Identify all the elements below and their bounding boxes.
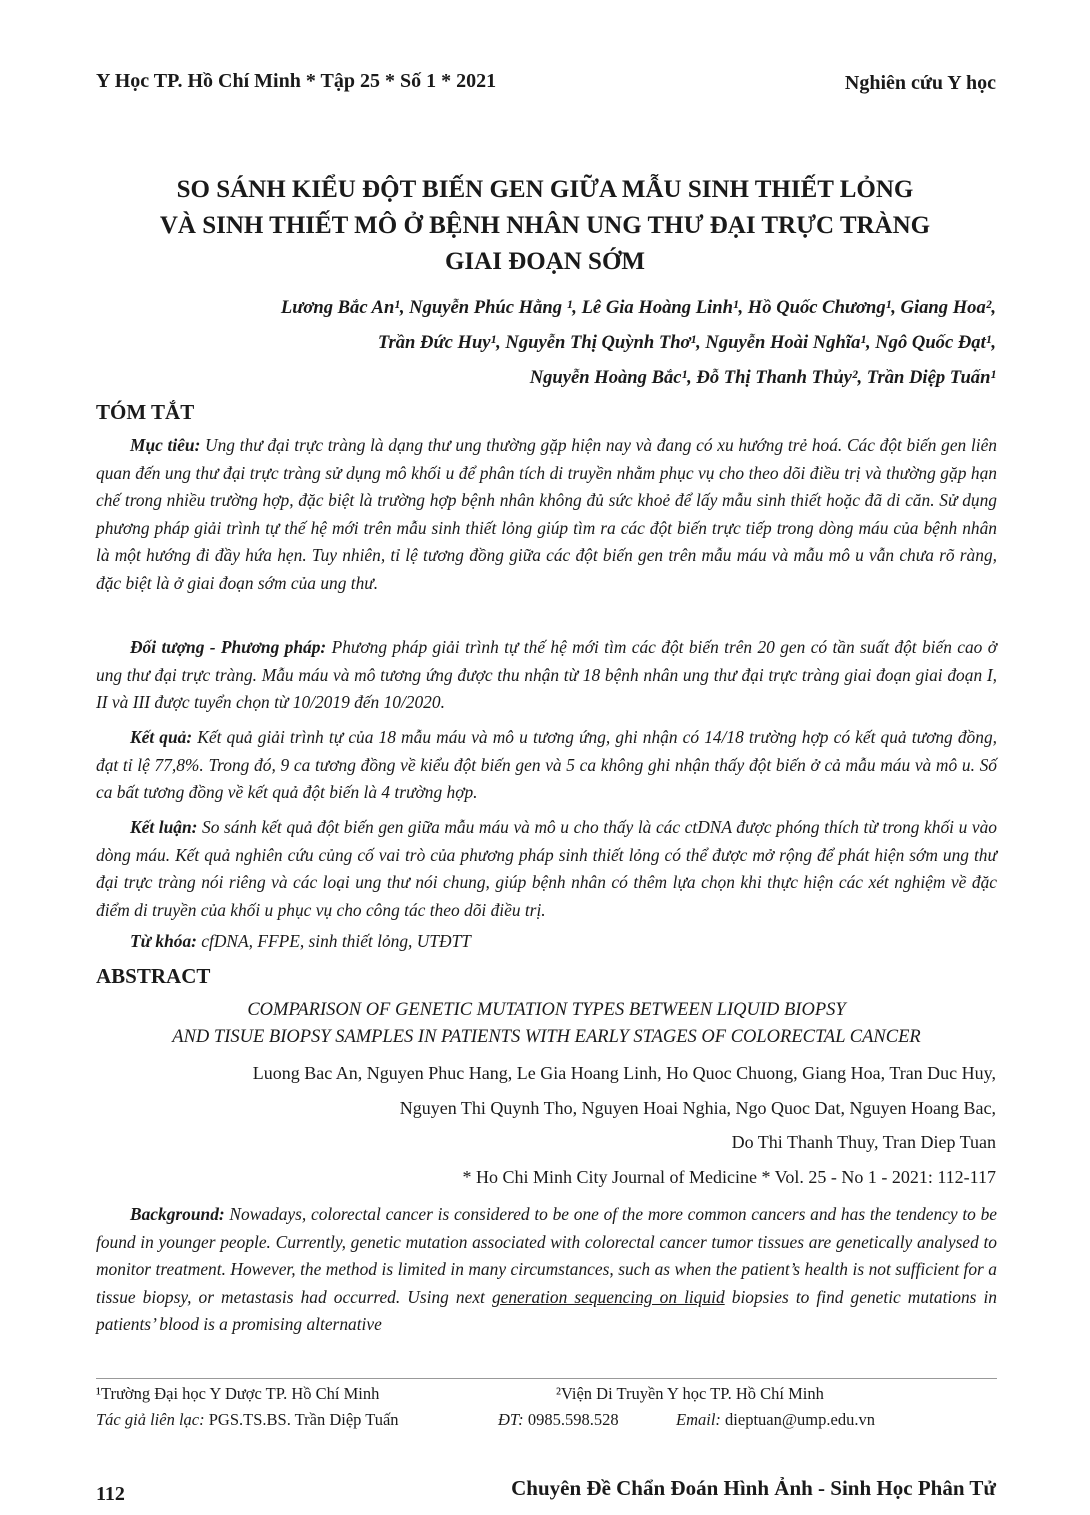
background-underlined-text: generation sequencing on liquid	[491, 1286, 725, 1307]
phone-label: ĐT:	[498, 1410, 524, 1429]
objective-text: Ung thư đại trực tràng là dạng thư ung thường gặp hiện nay và đang có xu hướng trẻ hoá. Các đột biến gen liên quan đến ung thư đại trực tràng sử dụng mô khối u để phân tích di truyền nhằm phục vụ cho theo dõi điều trị và thường gặp hạn chế trong nhiều trường hợp, đặc biệt là trường hợp bệnh nhân không đủ sức khoẻ để lấy mẫu sinh thiết hoặc đã di căn. Sử dụng phương pháp giải trình tự thế hệ mới trên mẫu sinh thiết lỏng giúp tìm ra các đột biến trực tiếp trong dòng máu của bệnh nhân là một hướng đi đầy hứa hẹn. Tuy nhiên, tỉ lệ tương đồng giữa các đột biến gen trên mẫu máu và mẫu mô u vẫn chưa rõ ràng, đặc biệt là ở giai đoạn sớm của ung thư.	[96, 435, 997, 593]
affiliation-1: ¹Trường Đại học Y Dược TP. Hồ Chí Minh	[96, 1384, 380, 1403]
objective-paragraph	[96, 432, 997, 598]
background-text: Nowadays, colorectal cancer is considered to be one of the more common cancers and has the tendency to be found in younger people. Currently, genetic mutation associated with colorectal cancer tumor tissues are genetically analysed to monitor treatment. However, the method is limited in many circumstances, such as when the patient’s health is not sufficient for a tissue biopsy, or metastasis had occurred. Using next	[96, 1204, 997, 1307]
author-line: Trần Đức Huy¹, Nguyễn Thị Quỳnh Thơ¹, Nguyễn Hoài Nghĩa¹, Ngô Quốc Đạt¹,	[377, 332, 996, 353]
author-line: Nguyễn Hoàng Bắc¹, Đỗ Thị Thanh Thủy², Trần Diệp Tuấn¹	[529, 367, 996, 388]
english-author-line: Nguyen Thi Quynh Tho, Nguyen Hoai Nghia, Ngo Quoc Dat, Nguyen Hoang Bac,	[399, 1097, 996, 1118]
vi-abstract-heading: TÓM TẮT	[96, 400, 195, 424]
english-title-line: AND TISUE BIOPSY SAMPLES IN PATIENTS WITH EARLY STAGES OF COLORECTAL CANCER	[172, 1027, 921, 1047]
english-title-line: COMPARISON OF GENETIC MUTATION TYPES BETWEEN LIQUID BIOPSY	[247, 1000, 846, 1020]
english-author-line: Do Thi Thanh Thuy, Tran Diep Tuan	[731, 1132, 996, 1153]
en-abstract-heading: ABSTRACT	[96, 964, 211, 988]
contact-name: PGS.TS.BS. Trần Diệp Tuấn	[204, 1410, 399, 1429]
email-address: dieptuan@ump.edu.vn	[720, 1410, 875, 1429]
affiliation-2: ²Viện Di Truyền Y học TP. Hồ Chí Minh	[556, 1384, 824, 1403]
results-paragraph	[96, 724, 997, 807]
conclusion-label: Kết luận:	[130, 817, 198, 837]
footer-series: Chuyên Đề Chẩn Đoán Hình Ảnh - Sinh Học Phân Tử	[511, 1476, 996, 1500]
email-label: Email:	[676, 1410, 721, 1429]
phone	[498, 1410, 619, 1430]
keywords-label: Từ khóa:	[130, 931, 197, 951]
background-label: Background:	[130, 1204, 225, 1224]
conclusion-paragraph	[96, 814, 997, 924]
contact-label: Tác giả liên lạc:	[96, 1410, 205, 1429]
journal-header: Y Học TP. Hồ Chí Minh * Tập 25 * Số 1 * 2021	[96, 70, 497, 92]
corresponding-author	[96, 1410, 399, 1430]
conclusion-text: So sánh kết quả đột biến gen giữa mẫu máu và mô u cho thấy là các ctDNA được phóng thích từ trong khối u vào dòng máu. Kết quả nghiên cứu củng cố vai trò của phương pháp sinh thiết lỏng có thể được mở rộng để phát hiện sớm ung thư đại trực tràng nói riêng và các loại ung thư nói chung, giúp bệnh nhân có thêm lựa chọn khi thực hiện các xét nghiệm về đặc điểm di truyền của khối u phục vụ cho công tác theo dõi điều trị.	[96, 817, 997, 920]
keywords-text: cfDNA, FFPE, sinh thiết lỏng, UTĐTT	[196, 931, 471, 951]
keywords	[130, 931, 471, 952]
objective-label: Mục tiêu:	[130, 435, 201, 455]
citation-line: * Ho Chi Minh City Journal of Medicine * Vol. 25 - No 1 - 2021: 112-117	[462, 1166, 996, 1187]
methods-label: Đối tượng - Phương pháp:	[130, 637, 327, 657]
title-line: GIAI ĐOẠN SỚM	[444, 248, 645, 275]
page-number: 112	[96, 1483, 125, 1505]
title-line: SO SÁNH KIỂU ĐỘT BIẾN GEN GIỮA MẪU SINH THIẾT LỎNG	[176, 176, 914, 203]
background-text-end: biopsies to find genetic mutations in patients’ blood is a promising alternative	[96, 1286, 997, 1335]
background-paragraph	[96, 1201, 997, 1339]
english-title	[96, 997, 997, 1051]
results-label: Kết quả:	[130, 727, 193, 747]
methods-text: Phương pháp giải trình tự thế hệ mới tìm các đột biến trên 20 gen có tần suất đột biến cao ở ung thư đại trực tràng. Mẫu máu và mô tương ứng được thu nhận từ 18 bệnh nhân ung thư đại trực tràng giai đoạn giai đoạn I, II và III được tuyển chọn từ 10/2019 đến 10/2020.	[96, 637, 997, 713]
title-line: VÀ SINH THIẾT MÔ Ở BỆNH NHÂN UNG THƯ ĐẠI TRỰC TRÀNG	[159, 212, 931, 239]
results-text: Kết quả giải trình tự của 18 mẫu máu và mô u tương ứng, ghi nhận có 14/18 trường hợp có kết quả tương đồng, đạt tỉ lệ 77,8%. Trong đó, 9 ca tương đồng về kiểu đột biến gen và 5 ca không ghi nhận thấy đột biến ở cả mẫu máu và mô u. Số ca bất tương đồng về kết quả đột biến là 4 trường hợp.	[96, 727, 997, 803]
article-title	[90, 172, 1000, 280]
phone-number: 0985.598.528	[523, 1410, 619, 1429]
author-list	[96, 290, 996, 395]
footnote-divider	[96, 1378, 997, 1379]
section-header: Nghiên cứu Y học	[844, 72, 996, 94]
methods-paragraph	[96, 634, 997, 717]
email	[676, 1410, 875, 1430]
english-author-line: Luong Bac An, Nguyen Phuc Hang, Le Gia Hoang Linh, Ho Quoc Chuong, Giang Hoa, Tran Duc Huy,	[252, 1063, 996, 1083]
english-author-list	[95, 1056, 996, 1194]
author-line: Lương Bắc An¹, Nguyễn Phúc Hằng ¹, Lê Gia Hoàng Linh¹, Hồ Quốc Chương¹, Giang Hoa²,	[280, 297, 996, 318]
